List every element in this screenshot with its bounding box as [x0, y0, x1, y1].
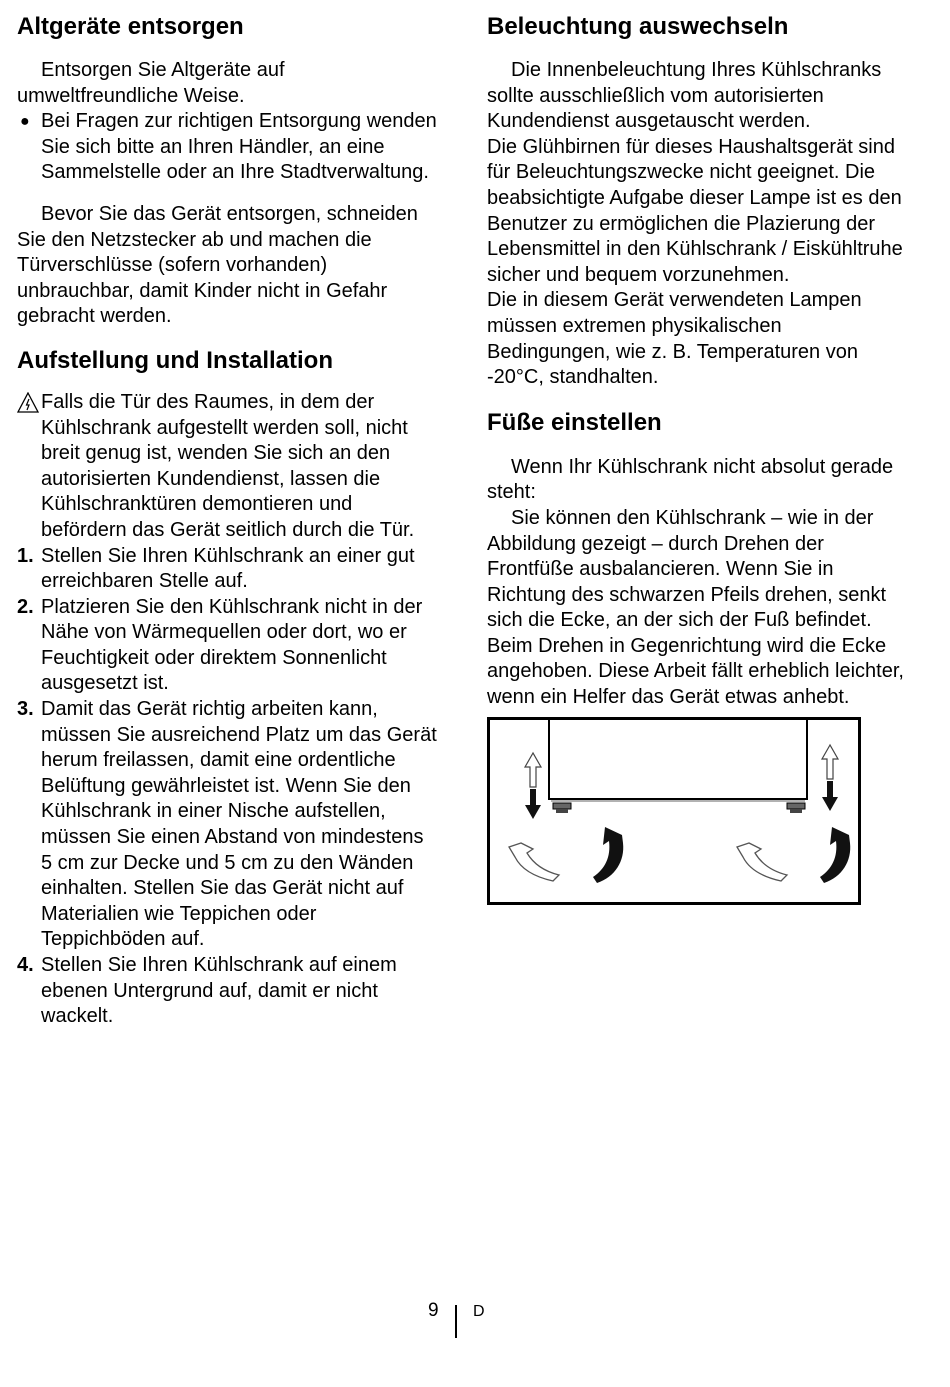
disposal-bullet-text: Bei Fragen zur richtigen Entsorgung wenden Sie sich bitte an Ihren Händler, an eine Sammelstelle oder an Ihre Stadtverwaltung. — [41, 110, 437, 184]
step-text: Platzieren Sie den Kühlschrank nicht in der Nähe von Wärmequellen oder dort, wo er Feuchtigkeit oder direktem Sonnenlicht ausgesetzt ist. — [41, 595, 423, 695]
feet-adjustment-figure — [487, 717, 861, 905]
feet-paragraph-1: Wenn Ihr Kühlschrank nicht absolut gerade steht: — [487, 455, 894, 504]
step-number: 4. — [17, 954, 34, 976]
step-number: 2. — [17, 595, 34, 618]
disposal-paragraph-1: Entsorgen Sie Altgeräte auf umweltfreundliche Weise. — [17, 59, 285, 107]
warning-triangle-icon — [17, 392, 39, 421]
step-text: Stellen Sie Ihren Kühlschrank an einer gut erreichbaren Stelle auf. — [41, 544, 415, 593]
lighting-paragraph-1: Die Innenbeleuchtung Ihres Kühlschranks sollte ausschließlich vom autorisierten Kundendienst ausgetauscht werden. — [487, 59, 882, 133]
step-text: Damit das Gerät richtig arbeiten kann, müssen Sie ausreichend Platz um das Gerät herum freilassen, damit eine ordentliche Belüftung gewährleistet ist. Wenn Sie den Kühlschrank in einer Nische aufstellen, müssen Sie einen Abstand von mindestens 5 cm zur Decke und 5 cm zu den Wänden einhalten. Stellen Sie das Gerät nicht auf Materialien wie Teppichen oder Teppichböden auf. — [41, 698, 437, 951]
lighting-heading: Beleuchtung auswechseln — [487, 13, 789, 40]
disposal-heading: Altgeräte entsorgen — [17, 13, 244, 40]
installation-heading: Aufstellung und Installation — [17, 346, 333, 374]
left-column — [17, 12, 437, 1030]
lighting-paragraph-3: Die in diesem Gerät verwendeten Lampen müssen extremen physikalischen Bedingungen, wie z. B. Temperaturen von -20°C, standhalten. — [487, 289, 862, 389]
language-code: D — [473, 1303, 485, 1320]
installation-step-3 — [17, 697, 437, 953]
installation-warning — [17, 390, 437, 544]
feet-paragraph-2: Sie können den Kühlschrank – wie in der Abbildung gezeigt – durch Drehen der Frontfüße ausbalancieren. Wenn Sie in Richtung des schwarzen Pfeils drehen, senkt sich die Ecke, an der sich der Fuß befindet. Beim Drehen in Gegenrichtung wird die Ecke angehoben. Diese Arbeit fällt erheblich leichter, wenn ein Helfer das Gerät etwas anhebt. — [487, 506, 904, 709]
lighting-paragraph-2: Die Glühbirnen für dieses Haushaltsgerät sind für Beleuchtungszwecke nicht geeignet. Die beabsichtigte Aufgabe dieser Lampe ist es den Benutzer zu ermöglichen die Plazierung der Lebensmittel in den Kühlschrank / Eiskühltruhe sicher und bequem vorzunehmen. — [487, 135, 903, 286]
footer-divider — [455, 1305, 457, 1338]
page-footer — [0, 1300, 950, 1340]
disposal-bullet — [17, 109, 437, 186]
step-number: 1. — [17, 544, 34, 567]
installation-step-4 — [17, 953, 437, 1030]
installation-step-1 — [17, 544, 437, 595]
disposal-paragraph-2: Bevor Sie das Gerät entsorgen, schneiden Sie den Netzstecker ab und machen die Türverschlüsse (sofern vorhanden) unbrauchbar, damit Kinder nicht in Gefahr gebracht werden. — [17, 202, 418, 328]
installation-step-2 — [17, 595, 437, 697]
page-number: 9 — [428, 1300, 439, 1321]
feet-heading: Füße einstellen — [487, 408, 662, 436]
warning-text: Falls die Tür des Raumes, in dem der Kühlschrank aufgestellt werden soll, nicht breit genug ist, wenden Sie sich an den autorisierten Kundendienst, lassen die Kühlschranktüren demontieren und befördern das Gerät seitlich durch die Tür. — [41, 390, 415, 541]
bullet-dot: ● — [20, 113, 30, 131]
right-column — [487, 12, 907, 905]
step-text: Stellen Sie Ihren Kühlschrank auf einem ebenen Untergrund auf, damit er nicht wackelt. — [41, 954, 397, 1028]
step-number: 3. — [17, 698, 34, 721]
